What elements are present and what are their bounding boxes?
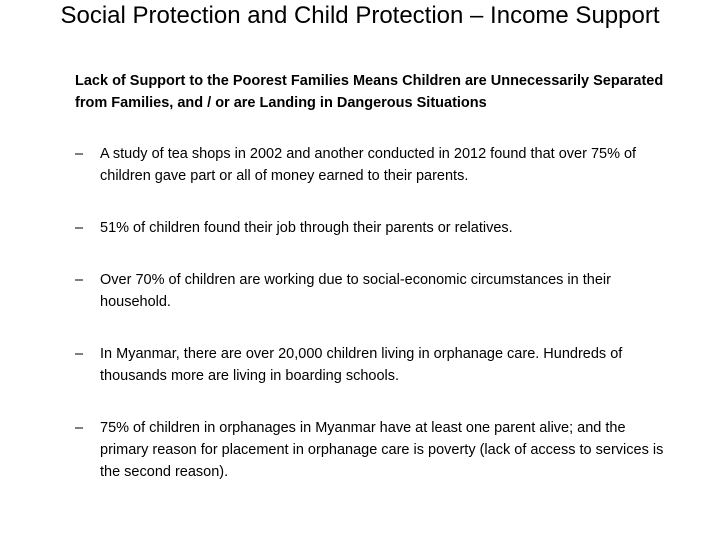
bullet-dash: –	[75, 146, 84, 162]
slide-subtitle: Lack of Support to the Poorest Families Means Children are Unnecessarily Separated from Families, and / or are Landing in Dangerous Situations	[75, 73, 664, 111]
bullet-text: A study of tea shops in 2002 and another conducted in 2012 found that over 75% of children gave part or all of money earned to their parents.	[100, 146, 637, 184]
slide-title: Social Protection and Child Protection – Income Support	[60, 2, 660, 29]
bullet-item	[75, 343, 675, 387]
bullet-item	[75, 417, 675, 483]
bullet-text: Over 70% of children are working due to social-economic circumstances in their household.	[100, 272, 611, 310]
bullet-item	[75, 143, 675, 187]
bullet-dash: –	[75, 420, 84, 436]
bullet-text: In Myanmar, there are over 20,000 children living in orphanage care. Hundreds of thousands more are living in boarding schools.	[100, 346, 623, 384]
bullet-text: 51% of children found their job through their parents or relatives.	[100, 220, 513, 236]
bullet-dash: –	[75, 272, 84, 288]
bullet-text: 75% of children in orphanages in Myanmar have at least one parent alive; and the primary reason for placement in orphanage care is poverty (lack of access to services is the second reason).	[100, 420, 664, 480]
bullet-list	[75, 143, 675, 483]
bullet-item	[75, 269, 675, 313]
bullet-dash: –	[75, 220, 84, 236]
bullet-item	[75, 217, 675, 239]
bullet-dash: –	[75, 346, 84, 362]
